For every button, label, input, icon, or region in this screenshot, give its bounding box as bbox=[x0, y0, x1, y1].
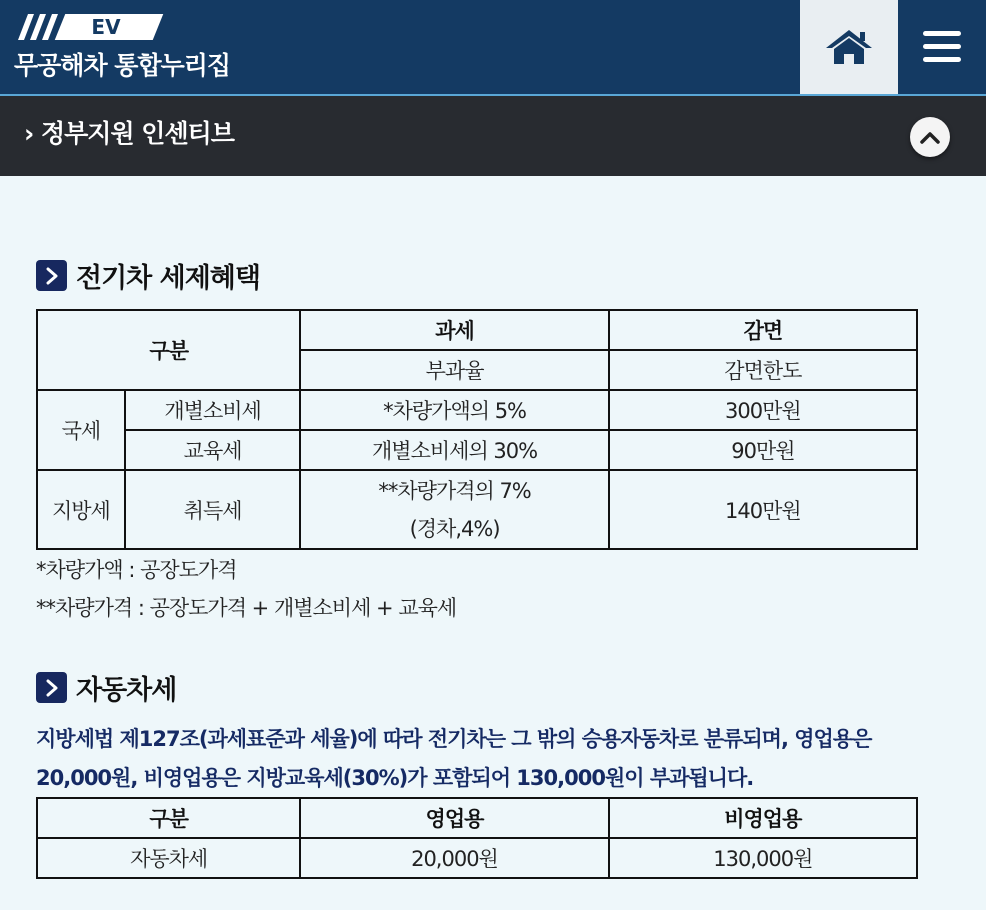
row-non-business-amount: 130,000원 bbox=[609, 838, 917, 878]
row-rate: 개별소비세의 30% bbox=[300, 430, 608, 470]
section-title: 자동차세 bbox=[76, 675, 177, 706]
header-reduction: 감면 bbox=[609, 310, 917, 350]
row-item: 취득세 bbox=[125, 470, 301, 549]
header-category: 구분 bbox=[37, 798, 300, 838]
vehicle-tax-table bbox=[36, 797, 918, 879]
row-item: 개별소비세 bbox=[125, 390, 301, 430]
row-rate bbox=[300, 470, 608, 549]
chevron-right-icon bbox=[36, 260, 67, 291]
national-tax-label: 국세 bbox=[37, 390, 125, 470]
header-taxation: 과세 bbox=[300, 310, 608, 350]
header-non-business-use: 비영업용 bbox=[609, 798, 917, 838]
footnote-vehicle-price: **차량가격 : 공장도가격 + 개별소비세 + 교육세 bbox=[36, 596, 457, 620]
table-row bbox=[37, 430, 917, 470]
menu-button[interactable] bbox=[898, 0, 986, 94]
row-item: 자동차세 bbox=[37, 838, 300, 878]
chevron-up-icon bbox=[920, 130, 940, 144]
header-category: 구분 bbox=[37, 310, 300, 390]
home-icon bbox=[824, 28, 874, 66]
chevron-right-icon bbox=[36, 672, 67, 703]
table-row bbox=[37, 470, 917, 549]
home-button[interactable] bbox=[800, 0, 898, 94]
table-row bbox=[37, 838, 917, 878]
ev-badge: EV bbox=[91, 15, 121, 39]
site-title: 무공해차 통합누리집 bbox=[14, 51, 231, 80]
page-title: › 정부지원 인센티브 bbox=[24, 119, 234, 148]
row-rate-line1: **차량가격의 7% bbox=[378, 478, 531, 503]
subheader-limit: 감면한도 bbox=[609, 350, 917, 390]
tax-benefits-table bbox=[36, 309, 918, 550]
row-rate: *차량가액의 5% bbox=[300, 390, 608, 430]
section-title: 전기차 세제혜택 bbox=[76, 263, 260, 294]
table-row bbox=[37, 390, 917, 430]
row-limit: 300만원 bbox=[609, 390, 917, 430]
section-header-vehicle-tax bbox=[36, 668, 176, 707]
row-rate-line2: (경차,4%) bbox=[409, 516, 500, 541]
subheader-rate: 부과율 bbox=[300, 350, 608, 390]
row-business-amount: 20,000원 bbox=[300, 838, 608, 878]
footnote-vehicle-value: *차량가액 : 공장도가격 bbox=[36, 558, 237, 582]
section-header-tax-benefits bbox=[36, 256, 260, 295]
row-limit: 140만원 bbox=[609, 470, 917, 549]
collapse-button[interactable] bbox=[910, 117, 950, 157]
vehicle-tax-description: 지방세법 제127조(과세표준과 세율)에 따라 전기차는 그 밖의 승용자동차로 분류되며, 영업용은 20,000원, 비영업용은 지방교육세(30%)가 포함되어 130,000원이 부과됩니다. bbox=[36, 727, 872, 790]
header-business-use: 영업용 bbox=[300, 798, 608, 838]
top-header bbox=[0, 0, 986, 96]
row-limit: 90만원 bbox=[609, 430, 917, 470]
breadcrumb-bar bbox=[0, 96, 986, 176]
row-item: 교육세 bbox=[125, 430, 301, 470]
hamburger-menu-icon bbox=[923, 31, 961, 63]
local-tax-label: 지방세 bbox=[37, 470, 125, 549]
